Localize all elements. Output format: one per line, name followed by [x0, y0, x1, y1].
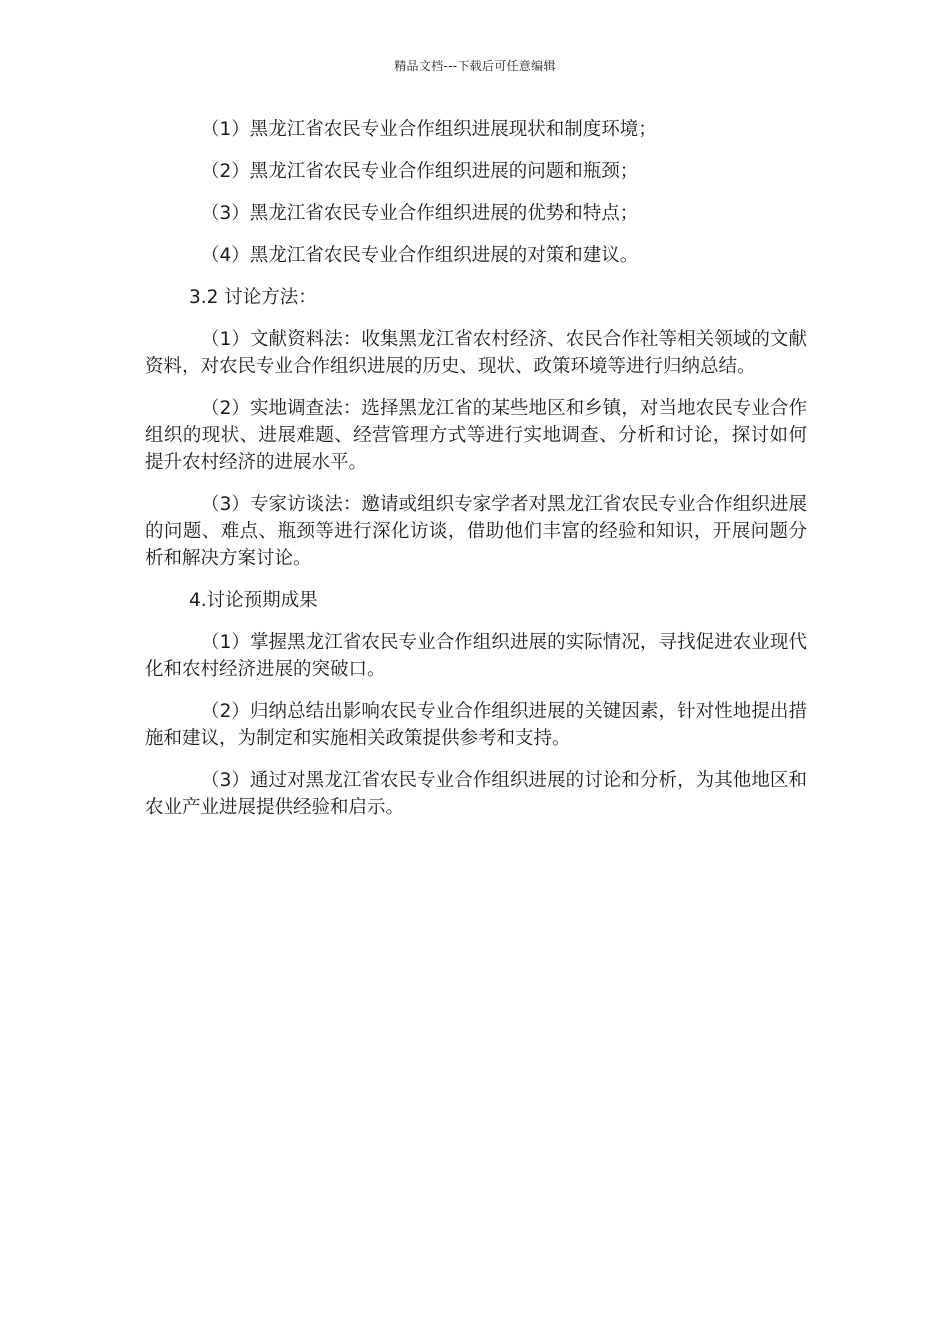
research-content-item-2: （2）黑龙江省农民专业合作组织进展的问题和瓶颈；: [201, 161, 639, 182]
method-item-2: （2）实地调查法：选择黑龙江省的某些地区和乡镇，对当地农民专业合作组织的现状、进展难题、经营管理方式等进行实地调查、分析和讨论，探讨如何提升农村经济的进展水平。: [145, 398, 807, 473]
document-body: [145, 116, 807, 836]
method-item-3: （3）专家访谈法：邀请或组织专家学者对黑龙江省农民专业合作组织进展的问题、难点、瓶颈等进行深化访谈，借助他们丰富的经验和知识，开展问题分析和解决方案讨论。: [145, 494, 807, 569]
research-content-item-4: （4）黑龙江省农民专业合作组织进展的对策和建议。: [201, 245, 639, 266]
research-content-item-3: （3）黑龙江省农民专业合作组织进展的优势和特点；: [201, 203, 639, 224]
outcome-item-1: （1）掌握黑龙江省农民专业合作组织进展的实际情况，寻找促进农业现代化和农村经济进展的突破口。: [145, 632, 807, 680]
section-heading-outcomes: 4.讨论预期成果: [189, 590, 318, 611]
research-content-item-1: （1）黑龙江省农民专业合作组织进展现状和制度环境；: [201, 119, 657, 140]
outcome-item-3: （3）通过对黑龙江省农民专业合作组织进展的讨论和分析，为其他地区和农业产业进展提供经验和启示。: [145, 770, 807, 818]
method-item-1: （1）文献资料法：收集黑龙江省农村经济、农民合作社等相关领域的文献资料，对农民专业合作组织进展的历史、现状、政策环境等进行归纳总结。: [145, 329, 807, 377]
section-heading-methods: 3.2 讨论方法：: [189, 287, 317, 308]
outcome-item-2: （2）归纳总结出影响农民专业合作组织进展的关键因素，针对性地提出措施和建议，为制定和实施相关政策提供参考和支持。: [145, 701, 807, 749]
page-header: 精品文档---下载后可任意编辑: [394, 59, 556, 73]
